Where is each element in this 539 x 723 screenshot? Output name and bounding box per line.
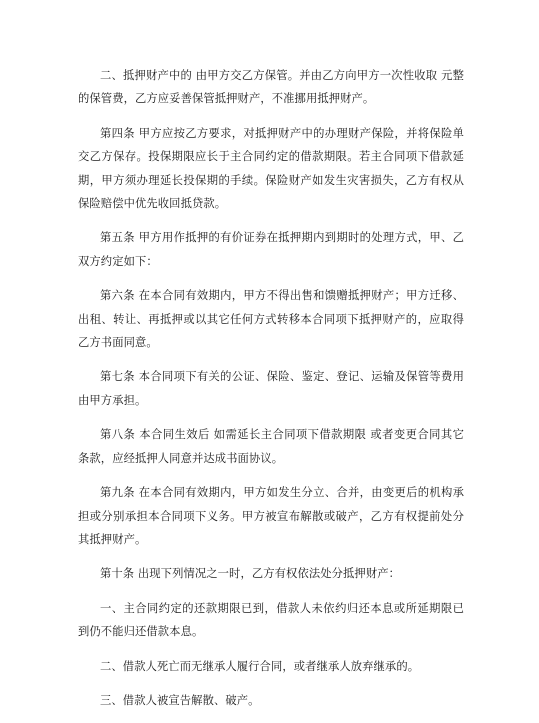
document-body [78, 64, 464, 723]
paragraph-article-7: 第七条 本合同项下有关的公证、保险、鉴定、登记、运输及保管等费用由甲方承担。 [78, 370, 464, 407]
paragraph-condition-1: 一、主合同约定的还款期限已到，借款人未依约归还本息或所延期限已到仍不能归还借款本息。 [78, 601, 464, 639]
paragraph-condition-3: 三、借款人被宣告解散、破产。 [100, 693, 260, 707]
paragraph-condition-2: 二、借款人死亡而无继承人履行合同，或者继承人放弃继承的。 [100, 659, 420, 673]
paragraph-article-8: 第八条 本合同生效后 如需延长主合同项下借款期限 或者变更合同其它条款，应经抵押人同意并达成书面协议。 [78, 428, 464, 465]
paragraph-article-4: 第四条 甲方应按乙方要求，对抵押财产中的办理财产保险，并将保险单交乙方保存。投保期限应长于主合同约定的借款期限。若主合同项下借款延期，甲方须办理延长投保期的手续。保险财产如发生灾害损失，乙方有权从保险赔偿中优先收回抵贷款。 [78, 126, 464, 211]
paragraph-article-10: 第十条 出现下列情况之一时，乙方有权依法处分抵押财产： [100, 567, 401, 581]
paragraph-custody-fee: 二、抵押财产中的 由甲方交乙方保管。并由乙方向甲方一次性收取 元整的保管费，乙方应妥善保管抵押财产，不准挪用抵押财产。 [78, 69, 464, 106]
paragraph-article-9: 第九条 在本合同有效期内，甲方如发生分立、合并，由变更后的机构承担或分别承担本合同项下义务。甲方被宣布解散或破产，乙方有权提前处分其抵押财产。 [78, 486, 464, 546]
paragraph-article-6: 第六条 在本合同有效期内，甲方不得出售和馈赠抵押财产；甲方迁移、出租、转让、再抵押或以其它任何方式转移本合同项下抵押财产的，应取得乙方书面同意。 [78, 289, 464, 350]
paragraph-article-5: 第五条 甲方用作抵押的有价证券在抵押期内到期时的处理方式，甲、乙双方约定如下： [78, 231, 464, 268]
